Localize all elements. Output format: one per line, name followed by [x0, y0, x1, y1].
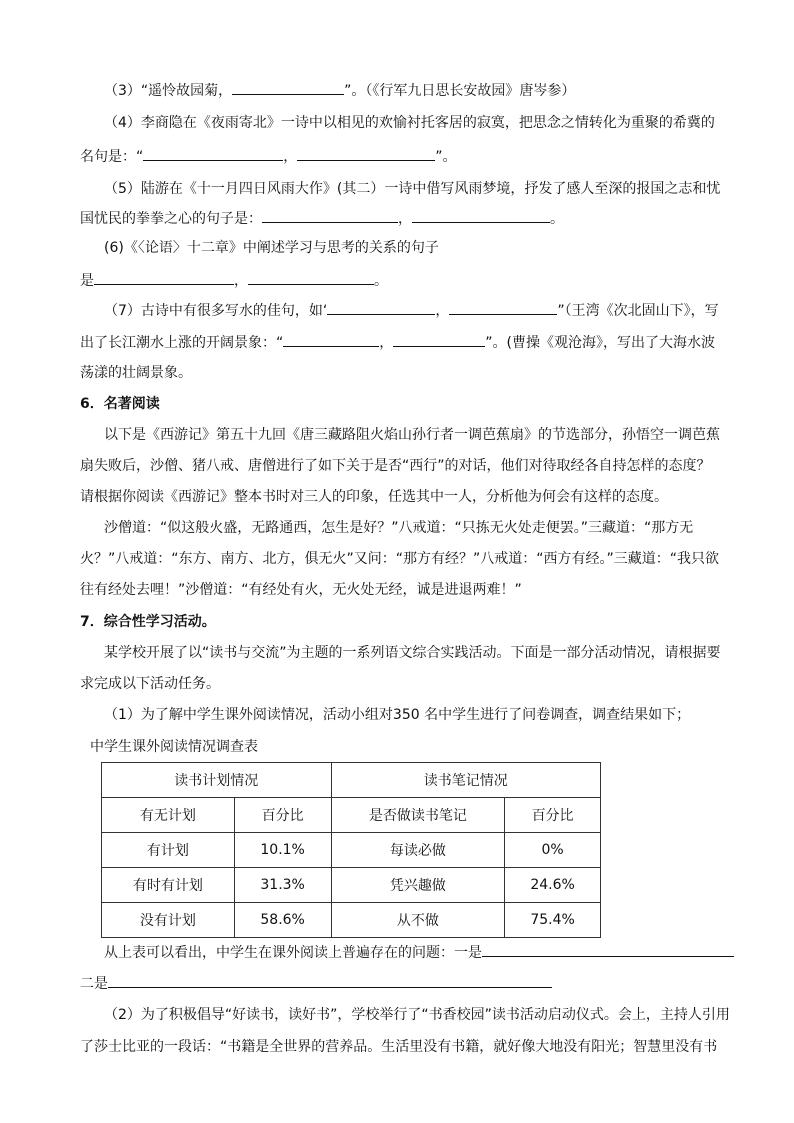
- item-4-prefix: 名句是：“: [80, 149, 144, 165]
- item-4-line1: （4）李商隐在《夜雨寄北》一诗中以相见的欢愉衬托客居的寂寞，把思念之情转化为重聚的希冀的: [104, 115, 715, 131]
- table-cell: 75.4%: [505, 903, 601, 938]
- section-6-para-line: 请根据你阅读《西游记》整本书时对三人的印象，任选其中一人，分析他为何会有这样的态度。: [80, 489, 668, 505]
- table-cell: 凭兴趣做: [331, 868, 505, 903]
- sub-question-1: （1）为了解中学生课外阅读情况，活动小组对350 名中学生进行了问卷调查，调查结果如下；: [104, 707, 691, 723]
- answer-line-2: [80, 973, 552, 994]
- item-7-source: ”（王湾《次北固山下》，写: [557, 303, 719, 319]
- survey-table: [101, 762, 601, 938]
- item-6-prefix: 是: [80, 273, 94, 289]
- answer-prompt: 二是: [80, 976, 108, 992]
- item-7-line2: [80, 332, 715, 353]
- item-5-prefix: 国忧民的拳拳之心的句子是：: [80, 211, 262, 227]
- table-group-header: 读书计划情况: [102, 763, 332, 798]
- table-row: [102, 833, 601, 868]
- sub-question-2: 了莎士比亚的一段话：“书籍是全世界的营养品。生活里没有书籍，就好像大地没有阳光；智慧里没有书: [80, 1039, 718, 1055]
- answer-blank[interactable]: [248, 270, 374, 285]
- answer-blank[interactable]: [108, 973, 552, 988]
- item-7-line3: 荡漾的壮阔景象。: [80, 365, 192, 381]
- answer-blank[interactable]: [449, 300, 557, 315]
- section-7-intro: 某学校开展了以“读书与交流”为主题的一系列语文综合实践活动。下面是一部分活动情况，请根据要: [104, 645, 721, 661]
- answer-blank[interactable]: [232, 80, 344, 95]
- table-cell: 从不做: [331, 903, 505, 938]
- answer-prompt: 从上表可以看出，中学生在课外阅读上普遍存在的问题：一是: [104, 945, 482, 961]
- separator: ，: [379, 335, 394, 351]
- separator: ，: [435, 303, 450, 319]
- table-row: [102, 903, 601, 938]
- table-cell: 10.1%: [234, 833, 331, 868]
- item-5-line1: （5）陆游在《十一月四日风雨大作》(其二）一诗中借写风雨梦境，抒发了感人至深的报国之志和忧: [104, 181, 721, 197]
- item-4-suffix: ”。: [435, 149, 457, 165]
- item-6-line2: [80, 270, 388, 291]
- item-3-text: （3）“遥怜故园菊，: [104, 83, 233, 99]
- dialogue-line: 火？”八戒道：“东方、南方、北方，俱无火”又问：“那方有经？”八戒道：“西方有经。”三藏道：“我只欲: [80, 551, 720, 567]
- table-cell: 58.6%: [234, 903, 331, 938]
- section-6-para-line: 扇失败后，沙僧、猪八戒、唐僧进行了如下关于是否“西行”的对话，他们对待取经各自持怎样的态度？: [80, 458, 711, 474]
- table-header: 有无计划: [102, 798, 235, 833]
- item-6-line1: (6)《〈论语〉十二章》中阐述学习与思考的关系的句子: [104, 240, 439, 256]
- answer-blank[interactable]: [283, 332, 379, 347]
- table-row: [102, 868, 601, 903]
- sub-question-2: （2）为了积极倡导“好读书，读好书”，学校举行了“书香校园”读书活动启动仪式。会上，主持人引用: [104, 1007, 730, 1023]
- item-6-suffix: 。: [374, 273, 388, 289]
- item-7-line1: [104, 300, 719, 321]
- item-7-prefix: （7）古诗中有很多写水的佳句，如‘: [104, 303, 328, 319]
- separator: ，: [234, 273, 248, 289]
- item-7-source2: ”。(曹操《观沧海》，写出了大海水波: [485, 335, 715, 351]
- table-header: 百分比: [505, 798, 601, 833]
- answer-blank[interactable]: [94, 270, 234, 285]
- section-7-heading: 7．综合性学习活动。: [80, 614, 216, 630]
- table-title: 中学生课外阅读情况调查表: [90, 739, 258, 755]
- table-cell: 每读必做: [331, 833, 505, 868]
- answer-blank[interactable]: [262, 208, 398, 223]
- item-3: [104, 80, 575, 101]
- section-7-intro: 求完成以下活动任务。: [80, 676, 220, 692]
- answer-blank[interactable]: [412, 208, 550, 223]
- dialogue-line: 沙僧道：“似这般火盛，无路通西，怎生是好？”八戒道：“只拣无火处走便罢。”三藏道：“那方无: [104, 520, 694, 536]
- table-header: 是否做读书笔记: [331, 798, 505, 833]
- section-6-heading: 6．名著阅读: [80, 396, 160, 412]
- item-4-line2: [80, 146, 457, 167]
- table-cell: 没有计划: [102, 903, 235, 938]
- section-6-para-line: 以下是《西游记》第五十九回《唐三藏路阻火焰山孙行者一调芭蕉扇》的节选部分，孙悟空一调芭蕉: [104, 427, 720, 443]
- table-cell: 有时有计划: [102, 868, 235, 903]
- item-7-prefix2: 出了长江潮水上涨的开阔景象：“: [80, 335, 284, 351]
- table-cell: 24.6%: [505, 868, 601, 903]
- item-5-line2: [80, 208, 564, 229]
- table-group-header-row: [102, 763, 601, 798]
- answer-line-1: [104, 942, 734, 963]
- answer-blank[interactable]: [482, 942, 734, 957]
- table-cell: 有计划: [102, 833, 235, 868]
- answer-blank[interactable]: [327, 300, 435, 315]
- separator: ，: [283, 149, 298, 165]
- item-3-source: ”。（《行军九日思长安故园》唐岑参）: [344, 83, 576, 99]
- answer-blank[interactable]: [297, 146, 435, 161]
- dialogue-line: 往有经处去哩！”沙僧道：“有经处有火，无火处无经，诚是进退两难！”: [80, 582, 522, 598]
- answer-blank[interactable]: [143, 146, 283, 161]
- table-group-header: 读书笔记情况: [331, 763, 600, 798]
- item-5-suffix: 。: [550, 211, 564, 227]
- table-header-row: [102, 798, 601, 833]
- table-cell: 31.3%: [234, 868, 331, 903]
- separator: ，: [398, 211, 412, 227]
- table-header: 百分比: [234, 798, 331, 833]
- table-cell: 0%: [505, 833, 601, 868]
- answer-blank[interactable]: [393, 332, 485, 347]
